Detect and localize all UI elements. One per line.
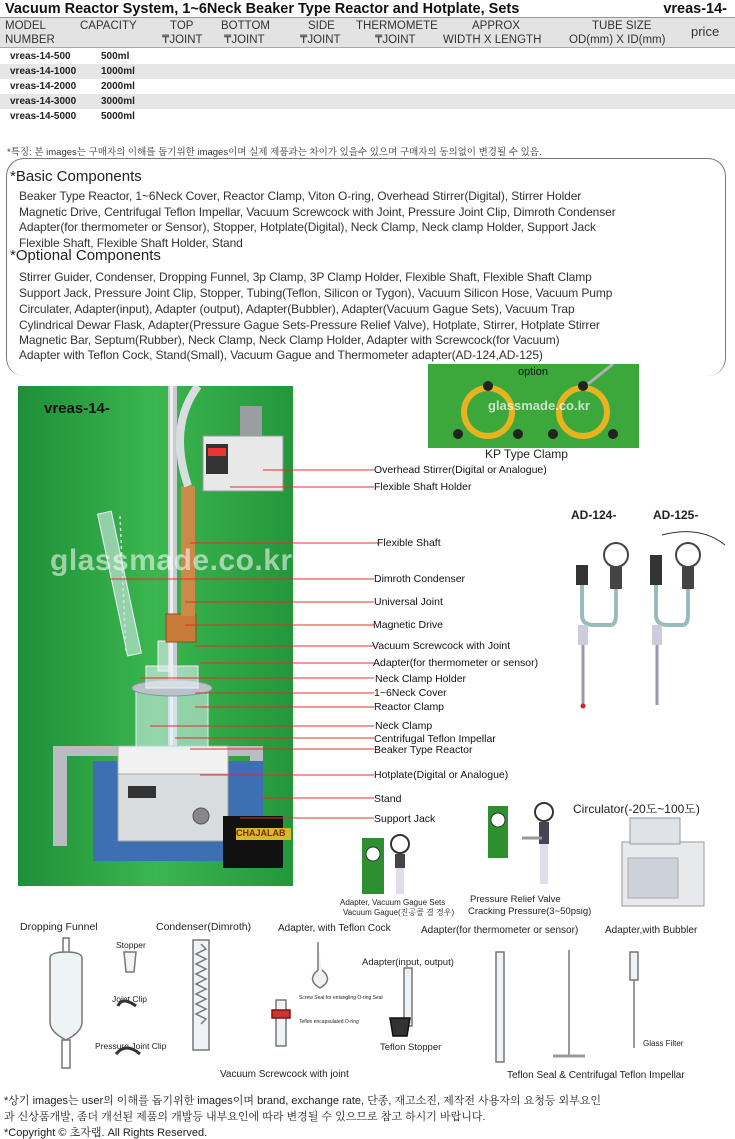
callout-neck-clamp: Neck Clamp [375, 720, 433, 732]
callout-adapter-thermometer: Adapter(for thermometer or sensor) [373, 657, 539, 669]
optional-line: Stirrer Guider, Condenser, Dropping Funnel, 3p Clamp, 3P Clamp Holder, Flexible Shaft, Flexible Shaft Clamp [19, 270, 592, 284]
cracking-pressure-label: Cracking Pressure(3~50psig) [468, 906, 592, 917]
row-model: vreas-14-500 [10, 51, 71, 62]
row-capacity: 500ml [101, 51, 130, 62]
stopper-label: Stopper [116, 940, 146, 950]
page-title: Vacuum Reactor System, 1~6Neck Beaker Type Reactor and Hotplate, Sets [5, 1, 520, 17]
header-capacity: CAPACITY [80, 20, 137, 32]
basic-line: Beaker Type Reactor, 1~6Neck Cover, Reactor Clamp, Viton O-ring, Overhead Stirrer(Digital), Stirrer Holder [19, 189, 582, 203]
teflon-stopper-label: Teflon Stopper [380, 1042, 442, 1053]
teflon-seal-label: Teflon Seal & Centrifugal Teflon Impellar [507, 1070, 685, 1081]
row-model: vreas-14-5000 [10, 111, 77, 122]
screwcock-note-2: Teflon encapsulated O-ring [299, 1019, 359, 1025]
header-top: TOP [170, 20, 194, 32]
callout-neck-cover: 1~6Neck Cover [374, 687, 447, 699]
footer-note-2: 과 신상품개발, 좀더 개선된 제품의 개발등 내부요인에 따라 변경될 수 있으므로 참고 하시기 바랍니다. [4, 1111, 486, 1123]
callout-flexible-shaft: Flexible Shaft [377, 537, 441, 549]
row-model: vreas-14-2000 [10, 81, 77, 92]
optional-line: Cylindrical Dewar Flask, Adapter(Pressure Gague Sets-Pressure Relief Valve), Hotplate, Stirrer, Hotplate Stirrer [19, 318, 600, 332]
header-thermometer-joint: ₸JOINT [375, 34, 416, 46]
row-model: vreas-14-3000 [10, 96, 77, 107]
row-capacity: 2000ml [101, 81, 135, 92]
basic-line: Magnetic Drive, Centrifugal Teflon Impellar, Vacuum Screwcock with Joint, Pressure Joint Clip, Dimroth Condenser [19, 205, 616, 219]
vacuum-gague-sets-icon [360, 832, 416, 898]
callout-vacuum-screwcock: Vacuum Screwcock with Joint [372, 640, 511, 652]
header-approx: APPROX [472, 20, 520, 32]
clamp-option-label: option [518, 366, 548, 378]
vacuum-gague-sets-label: Adapter, Vacuum Gague Sets [340, 898, 446, 907]
header-thermometer: THERMOMETE [356, 20, 438, 32]
thermo-adapter-label: Adapter(for thermometer or sensor) [421, 925, 579, 936]
clamp-watermark: glassmade.co.kr [488, 398, 590, 413]
condenser-label: Condenser(Dimroth) [156, 921, 252, 933]
callout-hotplate: Hotplate(Digital or Analogue) [374, 769, 509, 781]
dropping-funnel-label: Dropping Funnel [20, 921, 98, 933]
callout-overhead-stirrer: Overhead Stirrer(Digital or Analogue) [374, 464, 547, 476]
header-side: SIDE [308, 20, 335, 32]
header-number: NUMBER [5, 34, 55, 46]
optional-line: Support Jack, Pressure Joint Clip, Stopper, Tubing(Teflon, Silicon or Tygon), Vacuum Silicon Hose, Vacuum Pump [19, 286, 613, 300]
header-bottom-joint: ₸JOINT [224, 34, 265, 46]
model-code: vreas-14- [663, 1, 727, 17]
callout-reactor-clamp: Reactor Clamp [374, 701, 445, 713]
callout-universal-joint: Universal Joint [374, 596, 443, 608]
row-model: vreas-14-1000 [10, 66, 77, 77]
footer-note-1: *상기 images는 user의 이해를 돕기위한 images이며 brand, exchange rate, 단종, 재고소진, 제작전 사용자의 요청등 외부요인 [4, 1095, 602, 1107]
basic-components-heading: *Basic Components [10, 168, 142, 185]
callout-support-jack: Support Jack [374, 813, 436, 825]
callout-neck-clamp-holder: Neck Clamp Holder [375, 673, 467, 685]
glass-filter-label: Glass Filter [643, 1039, 684, 1048]
pressure-joint-clip-label: Pressure Joint Clip [95, 1041, 167, 1051]
header-model: MODEL [5, 20, 46, 32]
bubbler-label: Adapter,with Bubbler [605, 925, 698, 936]
row-capacity: 3000ml [101, 96, 135, 107]
row-capacity: 1000ml [101, 66, 135, 77]
header-top-joint: ₸JOINT [162, 34, 203, 46]
callout-stand: Stand [374, 793, 402, 805]
row-capacity: 5000ml [101, 111, 135, 122]
callout-teflon-impellar: Centrifugal Teflon Impellar [374, 733, 496, 745]
brand-badge: CHAJALAB [236, 828, 286, 838]
screwcock-note-1: Screw Seal for entangling O-ring Seal [299, 995, 383, 1001]
header-price: price [691, 24, 720, 39]
basic-line: Flexible Shaft, Flexible Shaft Holder, Stand [19, 236, 243, 250]
teflon-cock-label: Adapter, with Teflon Cock [278, 923, 391, 934]
ad124-label: AD-124- [571, 508, 617, 522]
callout-flexible-shaft-holder: Flexible Shaft Holder [374, 481, 472, 493]
optional-components-heading: *Optional Components [10, 247, 161, 264]
optional-line: Adapter with Teflon Cock, Stand(Small), Vacuum Gague and Thermometer adapter(AD-124,AD-125) [19, 348, 543, 362]
callout-beaker-reactor: Beaker Type Reactor [374, 744, 473, 756]
vacuum-gague-adapter-illustration [560, 525, 730, 715]
photo-model-label: vreas-14- [44, 400, 110, 417]
optional-line: Magnetic Bar, Septum(Rubber), Neck Clamp, Neck Clamp Holder, Adapter with Screwcock(for Vacuum) [19, 333, 560, 347]
basic-line: Adapter(for thermometer or Sensor), Stopper, Hotplate(Digital), Neck Clamp, Neck clamp Holder, Support Jack [19, 220, 596, 234]
input-output-label: Adapter(input, output) [362, 957, 454, 968]
circulator-icon [618, 814, 710, 912]
relief-valve-label: Pressure Relief Valve [470, 894, 561, 905]
photo-watermark: glassmade.co.kr [50, 544, 293, 577]
optional-line: Circulater, Adapter(input), Adapter (output), Adapter(Bubbler), Adapter(Vacuum Gague Sets), Vacuum Trap [19, 302, 575, 316]
header-bottom: BOTTOM [221, 20, 270, 32]
vacuum-gague-note: Vacuum Gague(진공콜 결 경우) [343, 908, 455, 917]
circulator-label: Circulator(-20도~100도) [573, 802, 700, 816]
pressure-relief-valve-icon [486, 802, 566, 894]
callout-magnetic-drive: Magnetic Drive [373, 619, 444, 631]
kp-clamp-caption: KP Type Clamp [485, 447, 568, 461]
header-tube-size: TUBE SIZE [592, 20, 652, 32]
header-side-joint: ₸JOINT [300, 34, 341, 46]
glassware-parts-illustration [0, 930, 735, 1070]
joint-clip-label: Joint Clip [112, 994, 147, 1004]
disclaimer-note: *특징: 본 images는 구매자의 이해를 돕기위한 images이며 실제 제품과는 차이가 있을수 있으며 구매자의 동의없이 변경될 수 있음. [7, 147, 542, 158]
screwcock-label: Vacuum Screwcock with joint [220, 1069, 349, 1080]
callout-dimroth-condenser: Dimroth Condenser [374, 573, 466, 585]
kp-clamp-photo [428, 364, 639, 448]
ad125-label: AD-125- [653, 508, 699, 522]
header-width-length: WIDTH X LENGTH [443, 34, 542, 46]
header-tube-od-id: OD(mm) X ID(mm) [569, 34, 666, 46]
copyright: *Copyright © 초자랩. All Rights Reserved. [4, 1127, 208, 1139]
